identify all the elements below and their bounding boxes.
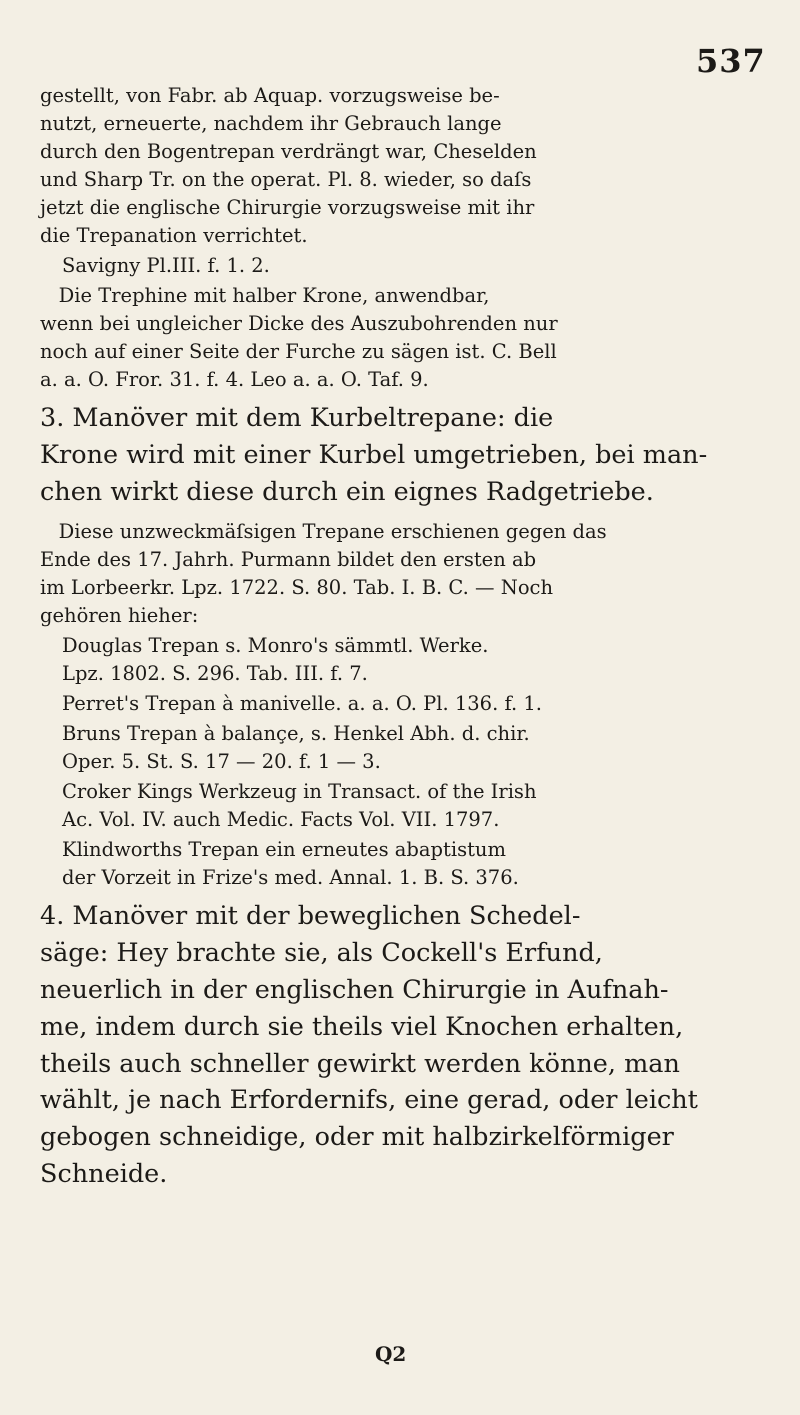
text-line: Croker Kings Werkzeug in Transact. of the Irish — [62, 780, 537, 804]
text-line: neuerlich in der englischen Chirurgie in Aufnah- — [40, 974, 669, 1005]
reference-paragraph — [40, 282, 775, 394]
reference-paragraph — [40, 778, 775, 834]
section-paragraph — [40, 898, 775, 1192]
section-paragraph — [40, 400, 775, 510]
text-line: Perret's Trepan à manivelle. a. a. O. Pl. 136. f. 1. — [62, 692, 542, 716]
text-line: 4. Manöver mit der beweglichen Schedel- — [40, 901, 581, 932]
page-number: 537 — [696, 42, 766, 80]
text-line: durch den Bogentrepan verdrängt war, Cheselden — [40, 140, 537, 163]
reference-paragraph — [40, 252, 775, 280]
text-line: Lpz. 1802. S. 296. Tab. III. f. 7. — [62, 662, 368, 686]
reference-paragraph — [40, 632, 775, 688]
text-line: Ende des 17. Jahrh. Purmann bildet den ersten ab — [40, 548, 537, 572]
text-line: gebogen schneidige, oder mit halbzirkelförmiger — [40, 1122, 674, 1153]
text-line: wählt, je nach Erfordernifs, eine gerad, oder leicht — [40, 1085, 698, 1116]
text-line: und Sharp Tr. on the operat. Pl. 8. wieder, so daſs — [40, 168, 532, 191]
text-line: me, indem durch sie theils viel Knochen erhalten, — [40, 1011, 684, 1042]
reference-paragraph — [40, 720, 775, 776]
text-line: jetzt die englische Chirurgie vorzugsweise mit ihr — [40, 196, 535, 219]
text-line: Savigny Pl.III. f. 1. 2. — [62, 254, 270, 277]
text-line: gehören hieher: — [40, 604, 199, 628]
reference-paragraph — [40, 82, 775, 250]
text-line: wenn bei ungleicher Dicke des Auszubohrenden nur — [40, 312, 558, 335]
printer-signature: Q2 — [375, 1342, 407, 1366]
text-line: theils auch schneller gewirkt werden könne, man — [40, 1048, 680, 1079]
text-line: Oper. 5. St. S. 17 — 20. f. 1 — 3. — [62, 750, 381, 774]
text-line: noch auf einer Seite der Furche zu sägen ist. C. Bell — [40, 340, 557, 363]
text-line: gestellt, von Fabr. ab Aquap. vorzugsweise be- — [40, 84, 500, 107]
text-line: 3. Manöver mit dem Kurbeltrepane: die — [40, 403, 554, 433]
text-line: im Lorbeerkr. Lpz. 1722. S. 80. Tab. I. B. C. — Noch — [40, 576, 554, 600]
text-line: chen wirkt diese durch ein eignes Radgetriebe. — [40, 476, 654, 507]
body-text — [40, 82, 775, 1201]
text-line: Diese unzweckmäſsigen Trepane erschienen gegen das — [40, 520, 607, 544]
text-line: Ac. Vol. IV. auch Medic. Facts Vol. VII. 1797. — [62, 808, 500, 832]
text-line: nutzt, erneuerte, nachdem ihr Gebrauch lange — [40, 112, 502, 135]
text-line: säge: Hey brachte sie, als Cockell's Erfund, — [40, 938, 603, 969]
reference-paragraph — [40, 518, 775, 630]
text-line: der Vorzeit in Frize's med. Annal. 1. B. S. 376. — [62, 866, 519, 890]
text-line: Die Trephine mit halber Krone, anwendbar, — [40, 284, 490, 307]
reference-paragraph — [40, 836, 775, 892]
text-line: Schneide. — [40, 1158, 168, 1189]
text-line: Douglas Trepan s. Monro's sämmtl. Werke. — [62, 634, 489, 658]
text-line: Klindworths Trepan ein erneutes abaptistum — [62, 838, 506, 862]
text-line: Krone wird mit einer Kurbel umgetrieben, bei man- — [40, 439, 708, 470]
text-line: die Trepanation verrichtet. — [40, 224, 308, 247]
text-line: Bruns Trepan à balançe, s. Henkel Abh. d. chir. — [62, 722, 530, 746]
reference-paragraph — [40, 690, 775, 718]
text-line: a. a. O. Fror. 31. f. 4. Leo a. a. O. Taf. 9. — [40, 368, 429, 391]
